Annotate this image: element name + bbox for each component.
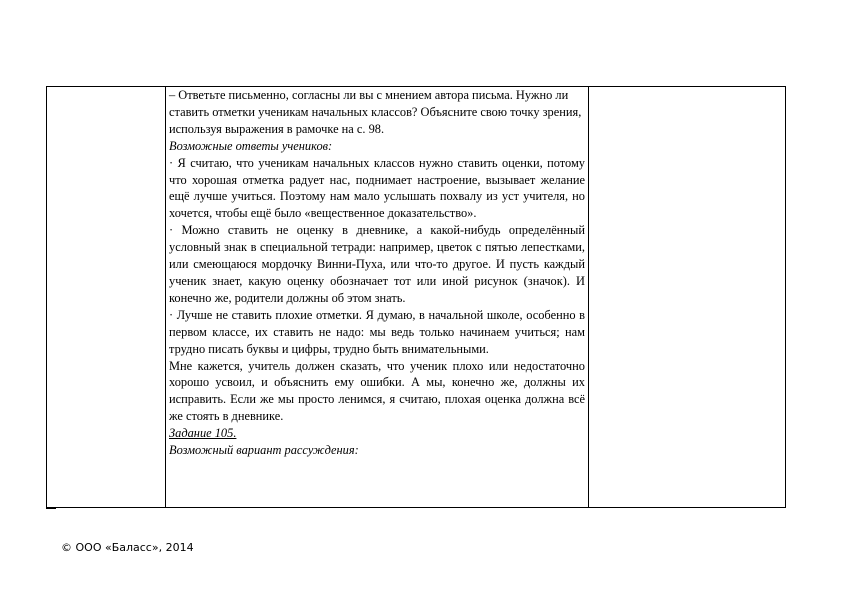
table-column-divider-right: [588, 87, 589, 507]
answer-item: Мне кажется, учитель должен сказать, что ученик плохо или недостаточно хорошо усвоил, и объяснить ему ошибки. А мы, конечно же, должны их исправить. Если же мы просто ленимся, я считаю, плохая оценка должна всё же стоять в дневнике.: [169, 358, 585, 424]
task-heading: Задание 105.: [169, 426, 237, 441]
answer-item: · Я считаю, что ученикам начальных классов нужно ставить оценки, потому что хорошая отметка радует нас, поднимает настроение, вызывает желание ещё лучше учиться. Поэтому нам мало услышать похвалу из уст учителя, но хочется, чтобы ещё было «вещественное доказательство».: [169, 155, 585, 221]
reasoning-heading: Возможный вариант рассуждения:: [169, 443, 359, 458]
table-column-divider-left: [165, 87, 166, 507]
table-edge-mark: [46, 507, 56, 509]
copyright-footer: © ООО «Баласс», 2014: [61, 541, 194, 554]
answer-item: · Лучше не ставить плохие отметки. Я думаю, в начальной школе, особенно в первом классе, их ставить не надо: мы ведь только начинаем учиться; нам трудно писать буквы и цифры, трудно быть внимательными.: [169, 307, 585, 356]
answers-heading: Возможные ответы учеников:: [169, 138, 333, 153]
answer-item: · Можно ставить не оценку в дневнике, а какой-нибудь определённый условный знак в специальной тетради: например, цветок с пятью лепестками, или смеющаюся мордочку Винни-Пуха, или что-то другое. И пусть каждый ученик знает, какую оценку обозначает тот или иной рисунок (значок). И конечно же, родители должны об этом знать.: [169, 223, 585, 305]
task-question: – Ответьте письменно, согласны ли вы с мнением автора письма. Нужно ли ставить отметки ученикам начальных классов? Объясните свою точку зрения, используя выражения в рамочке на с. 98.: [169, 88, 582, 136]
table-middle-cell: [169, 87, 585, 459]
